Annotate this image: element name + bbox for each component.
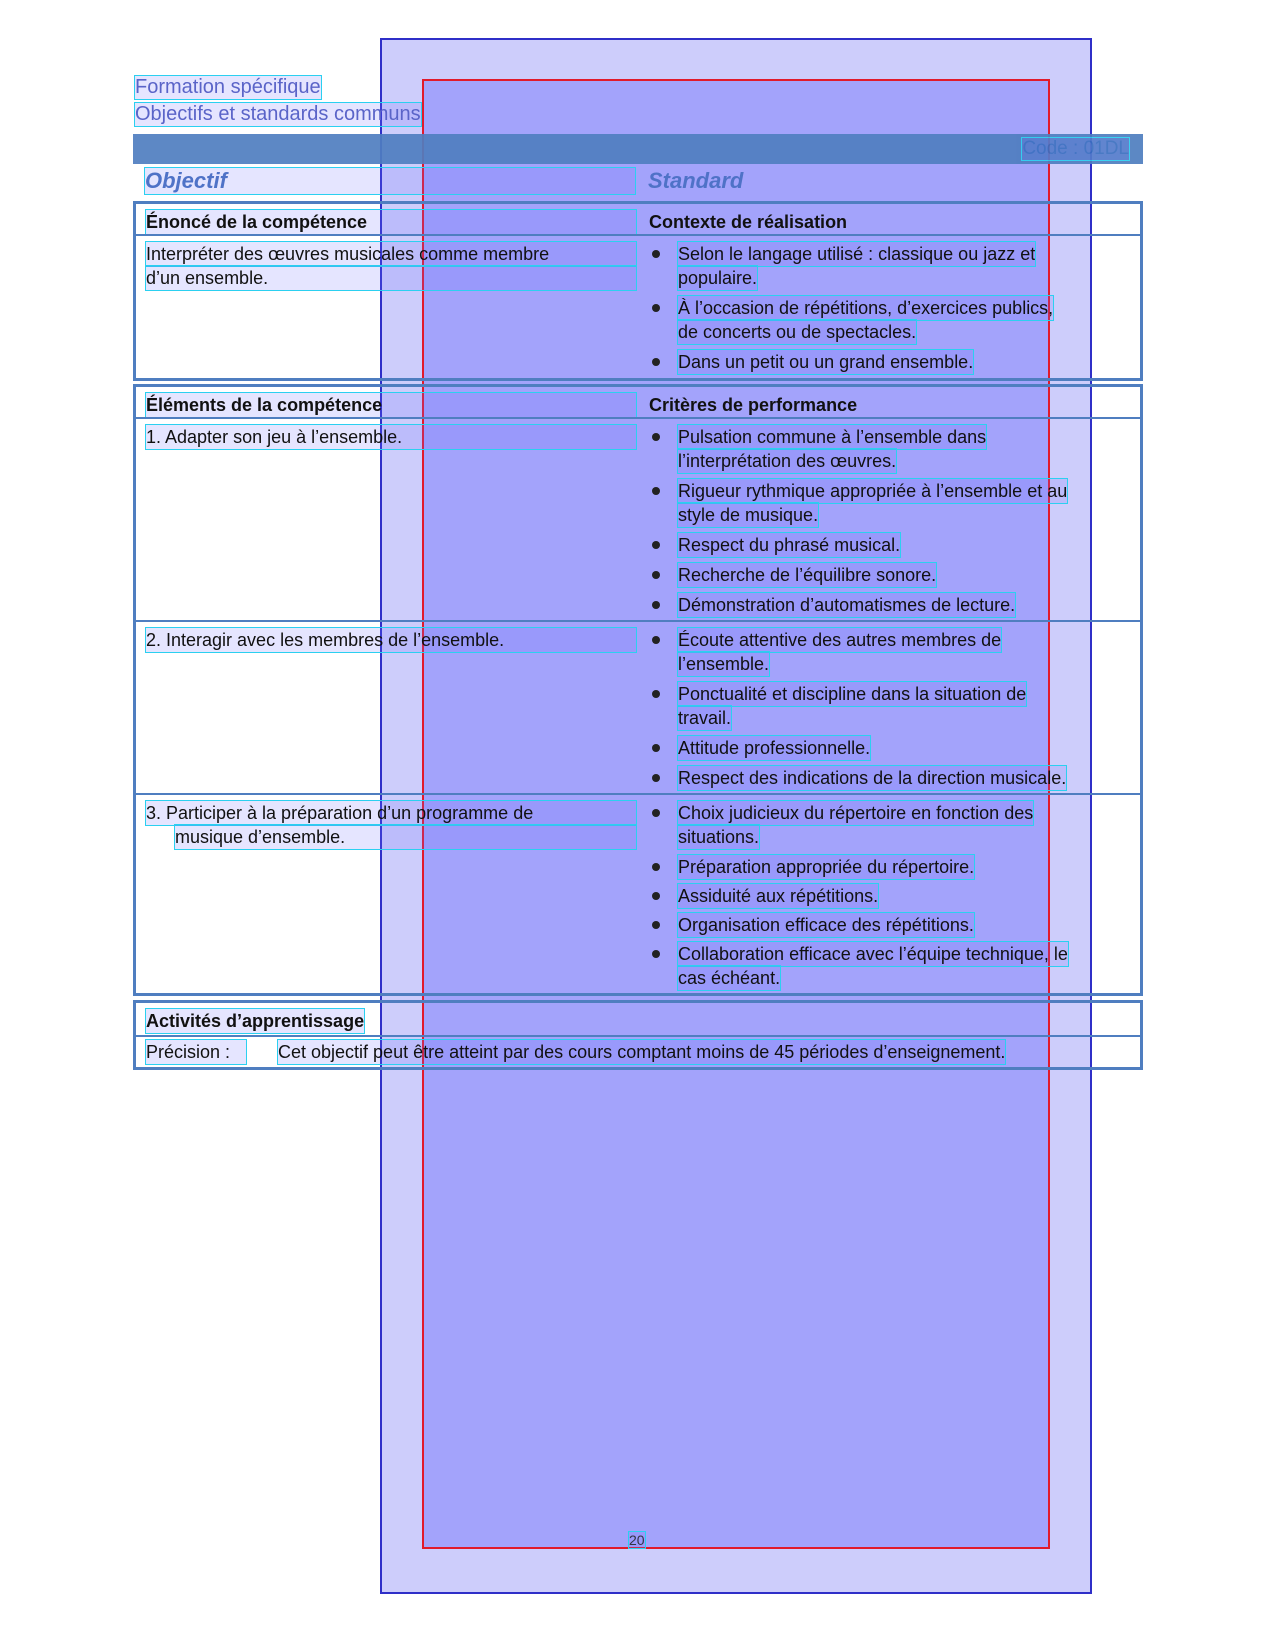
enonce-text-line2: d’un ensemble. — [146, 266, 636, 290]
activites-box — [133, 1000, 1143, 1070]
bullet-icon — [652, 358, 660, 366]
enonce-divider — [136, 234, 1140, 236]
header-line-2: Objectifs et standards communs — [135, 103, 421, 125]
group-divider — [136, 620, 1140, 622]
criterion-line1: Organisation efficace des répétitions. — [678, 915, 974, 935]
label-standard: Standard — [648, 168, 744, 193]
label-objectif: Objectif — [145, 168, 635, 194]
bullet-icon — [652, 250, 660, 258]
bullet-icon — [652, 433, 660, 441]
criterion-line1: Choix judicieux du répertoire en fonction des — [678, 803, 1034, 823]
criterion-line2: l’interprétation des œuvres. — [678, 451, 897, 471]
criterion-line1: Assiduité aux répétitions. — [678, 886, 879, 906]
bullet-icon — [652, 690, 660, 698]
criterion-line1: Respect du phrasé musical. — [678, 535, 901, 555]
context-item-line1: Dans un petit ou un grand ensemble. — [678, 352, 974, 372]
criterion-line1: Préparation appropriée du répertoire. — [678, 857, 975, 877]
criterion-line2: travail. — [678, 708, 732, 728]
context-item-line1: À l’occasion de répétitions, d’exercices publics, — [678, 298, 1054, 318]
criterion-line1: Recherche de l’équilibre sonore. — [678, 565, 937, 585]
criterion-line1: Attitude professionnelle. — [678, 738, 871, 758]
enonce-text-line1: Interpréter des œuvres musicales comme membre — [146, 242, 636, 266]
criterion-line1: Pulsation commune à l’ensemble dans — [678, 427, 987, 447]
activites-title: Activités d’apprentissage — [146, 1011, 365, 1031]
context-item-line2: de concerts ou de spectacles. — [678, 322, 917, 342]
criterion-line1: Ponctualité et discipline dans la situation de — [678, 684, 1027, 704]
criterion-line1: Collaboration efficace avec l’équipe technique, le — [678, 944, 1068, 964]
bullet-icon — [652, 863, 660, 871]
bullet-icon — [652, 304, 660, 312]
bullet-icon — [652, 950, 660, 958]
context-title: Contexte de réalisation — [649, 212, 848, 232]
element-3: 3. Participer à la préparation d’un programme de — [146, 801, 636, 825]
bullet-icon — [652, 774, 660, 782]
bullet-icon — [652, 744, 660, 752]
course-code: Code : 01DL — [1022, 138, 1129, 159]
page-number: 20 — [629, 1532, 645, 1548]
context-item-line2: populaire. — [678, 268, 758, 288]
criterion-line2: situations. — [678, 827, 760, 847]
criterion-line2: style de musique. — [678, 505, 819, 525]
criterion-line1: Écoute attentive des autres membres de — [678, 630, 1002, 650]
bullet-icon — [652, 571, 660, 579]
element-2: 2. Interagir avec les membres de l’ensemble. — [146, 628, 636, 652]
enonce-box — [133, 201, 1143, 381]
criterion-line1: Respect des indications de la direction musicale. — [678, 768, 1067, 788]
criterion-line2: l’ensemble. — [678, 654, 770, 674]
group-divider — [136, 793, 1140, 795]
elements-title: Éléments de la compétence — [146, 393, 636, 417]
code-bar — [133, 134, 1143, 164]
header-line-1: Formation spécifique — [135, 76, 321, 98]
activites-divider — [136, 1035, 1140, 1037]
element-3-line2: musique d’ensemble. — [175, 825, 636, 849]
elements-box — [133, 384, 1143, 996]
element-1: 1. Adapter son jeu à l’ensemble. — [146, 425, 636, 449]
bullet-icon — [652, 892, 660, 900]
criterion-line1: Rigueur rythmique appropriée à l’ensemble et au — [678, 481, 1068, 501]
bullet-icon — [652, 921, 660, 929]
criteria-title: Critères de performance — [649, 395, 858, 415]
bullet-icon — [652, 487, 660, 495]
criterion-line1: Démonstration d’automatismes de lecture. — [678, 595, 1016, 615]
bullet-icon — [652, 809, 660, 817]
context-item-line1: Selon le langage utilisé : classique ou jazz et — [678, 244, 1036, 264]
enonce-title: Énoncé de la compétence — [146, 210, 636, 234]
precision-label: Précision : — [146, 1040, 246, 1064]
criterion-line2: cas échéant. — [678, 968, 781, 988]
elements-divider — [136, 417, 1140, 419]
bullet-icon — [652, 541, 660, 549]
bullet-icon — [652, 601, 660, 609]
precision-text: Cet objectif peut être atteint par des cours comptant moins de 45 périodes d’enseignement. — [278, 1042, 1006, 1062]
bullet-icon — [652, 636, 660, 644]
